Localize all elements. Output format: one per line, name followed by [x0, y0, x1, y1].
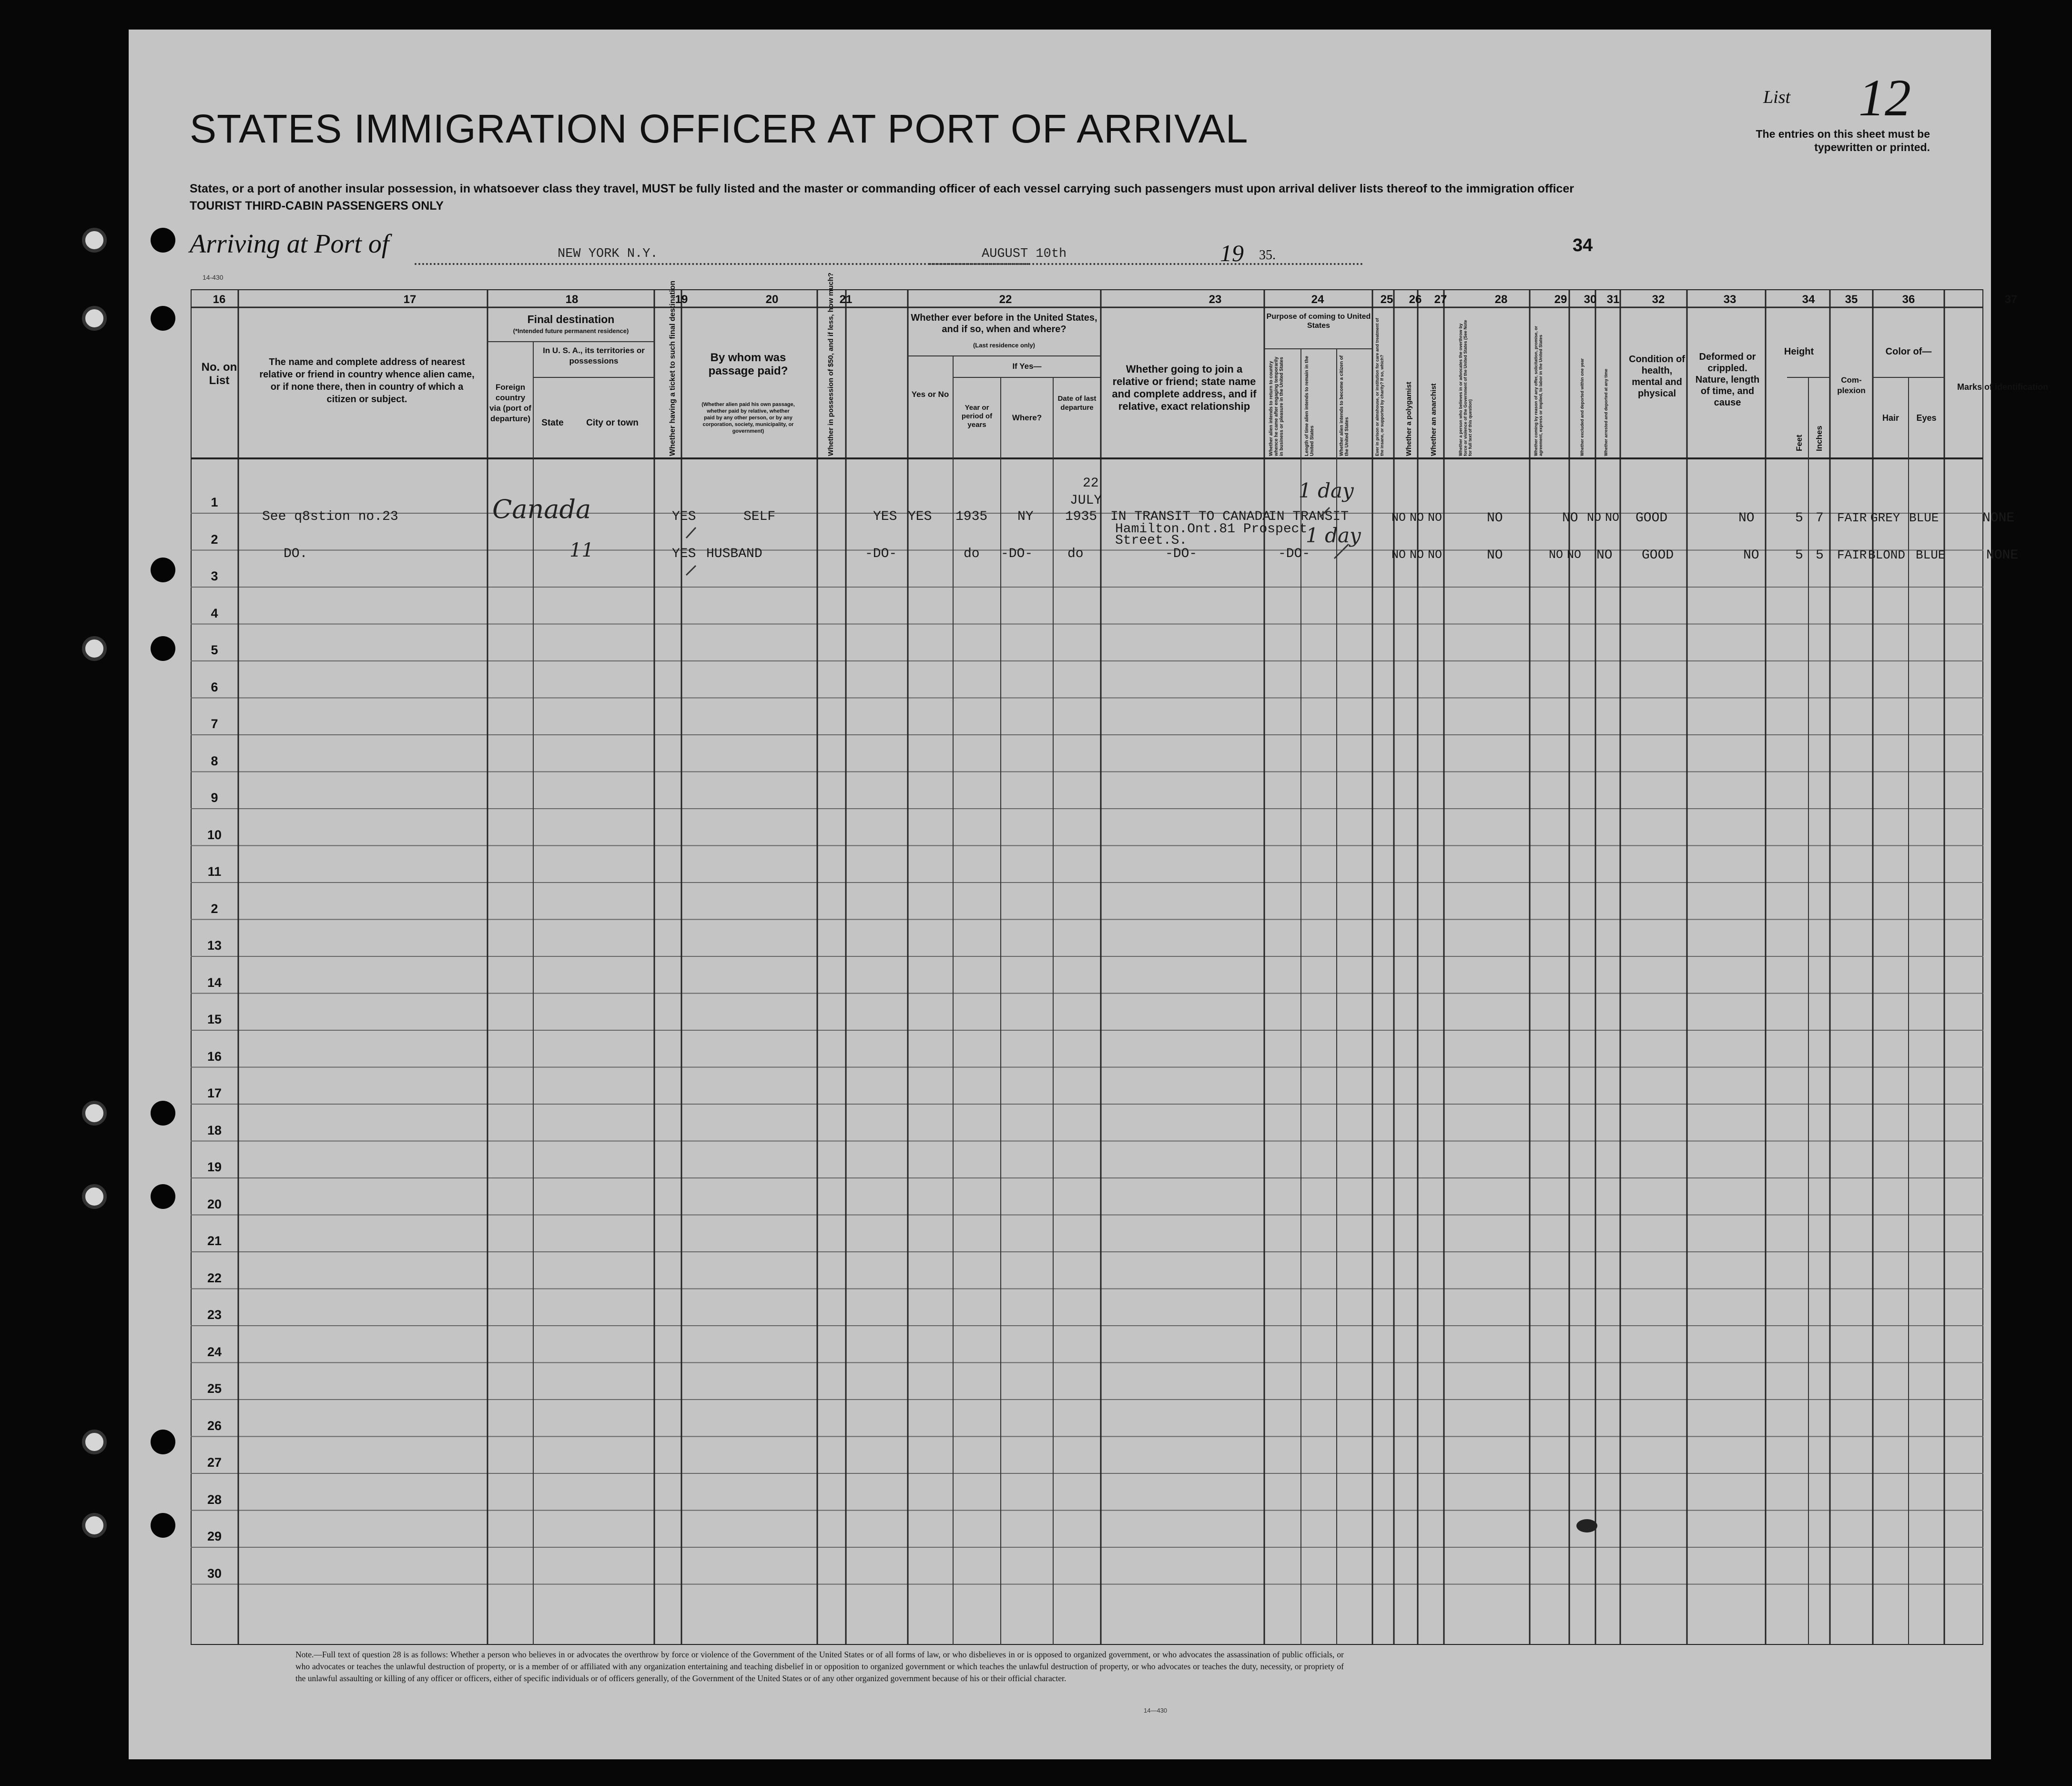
header-final-destination-note: (*Intended future permanent residence) — [513, 327, 629, 335]
row2-marks: NONE — [1986, 548, 2019, 563]
row1-q28: NO — [1487, 511, 1503, 526]
manifest-sheet — [129, 30, 2049, 1759]
row2-health: GOOD — [1642, 548, 1674, 563]
row2-join-a: Hamilton.Ont.81 Prospect — [1115, 522, 1308, 537]
row-number: 3 — [211, 569, 218, 583]
row2-q26: NO — [1410, 548, 1424, 562]
port-value: NEW YORK N.Y. — [558, 247, 658, 261]
header-purpose-b: Length of time alien intends to remain in the United States — [1304, 355, 1315, 456]
header-inches: Inches — [1815, 426, 1824, 451]
binder-hole-ring — [82, 1513, 107, 1538]
row2-q25: NO — [1391, 548, 1406, 562]
header-relative-address: The name and complete address of nearest relative or friend in country whence alien came, or if none there, then in country of which a citizen or subject. — [259, 357, 475, 405]
row1-date-month: JULY — [1070, 493, 1102, 508]
row-number: 21 — [207, 1234, 222, 1248]
col-num-32: 32 — [1652, 293, 1665, 306]
header-if-yes: If Yes— — [1012, 362, 1042, 371]
header-passage-paid: By whom was passage paid? — [708, 351, 788, 377]
header-last-residence: (Last residence only) — [973, 342, 1036, 349]
header-year-period: Year or period of years — [961, 404, 993, 429]
footer-form-code: 14—430 — [1144, 1707, 1168, 1714]
row1-feet: 5 — [1795, 511, 1803, 526]
header-purpose-a: Whether alien intends to return to country whence he came after engaging temporarily in business or pleasure in the United States — [1269, 356, 1284, 456]
row2-deformed: NO — [1743, 548, 1759, 563]
form-code: 14-430 — [203, 274, 223, 281]
date-dotted-line — [929, 263, 1363, 265]
row2-year: do — [964, 547, 980, 561]
row-number: 11 — [207, 864, 222, 879]
header-eyes: Eyes — [1916, 413, 1937, 423]
arriving-label: Arriving at Port of — [190, 229, 389, 259]
binder-hole — [151, 1101, 175, 1126]
row2-q29: NO — [1549, 548, 1564, 562]
col-num-24: 24 — [1311, 293, 1324, 306]
row1-date-day: 22 — [1083, 476, 1099, 491]
row1-relative: See q8stion no.23 — [262, 509, 398, 524]
row2-purpose: -DO- — [1278, 547, 1310, 561]
header-ever-before: Whether ever before in the United States, and if so, when and where? — [911, 313, 1097, 335]
col-num-21: 21 — [839, 293, 853, 306]
header-q30: Whether excluded and deported within one year — [1580, 358, 1584, 456]
row1-q29: NO — [1562, 511, 1578, 526]
row-number: 19 — [207, 1160, 222, 1174]
list-label: List — [1763, 87, 1791, 107]
header-purpose-c: Whether alien intends to become a citizen of the United States — [1339, 355, 1350, 456]
row1-purpose: IN TRANSIT — [1269, 509, 1349, 524]
class-line: TOURIST THIRD-CABIN PASSENGERS ONLY — [190, 199, 444, 213]
row1-q30: NO — [1587, 511, 1602, 525]
header-q31: Whether arrested and deported at any time — [1604, 368, 1608, 456]
row1-inches: 7 — [1816, 511, 1824, 526]
row2-ticket: YES — [672, 547, 696, 561]
header-feet: Feet — [1795, 435, 1804, 451]
row1-q25: NO — [1391, 511, 1406, 525]
row-number: 27 — [207, 1455, 222, 1470]
binder-hole-ring — [82, 636, 107, 661]
header-polygamist: Whether a polygamist — [1405, 382, 1413, 456]
row2-q31: NO — [1596, 548, 1613, 563]
row-number: 22 — [207, 1270, 222, 1285]
row2-money: -DO- — [865, 547, 897, 561]
col-num-29: 29 — [1554, 293, 1567, 306]
col-num-37: 37 — [2004, 293, 2018, 306]
binder-hole — [151, 1184, 175, 1209]
row-number: 6 — [211, 680, 218, 694]
header-prison: Ever in prison or almshouse, or institution for care and treatment of the insane, or supported by charity? If so, which? — [1375, 318, 1384, 456]
header-ticket: Whether having a ticket to such final destination — [669, 280, 677, 456]
row2-feet: 5 — [1795, 548, 1803, 563]
row2-join-c: -DO- — [1165, 547, 1198, 561]
col-num-20: 20 — [765, 293, 779, 306]
header-foreign-country: Foreign country via (port of departure) — [489, 383, 531, 423]
header-q29: Whether coming by reason of any offer, solicitation, promise, or agreement, express or implied, to labor in the United States — [1534, 325, 1543, 456]
row1-q26: NO — [1410, 511, 1424, 525]
binder-hole — [151, 306, 175, 331]
instructions-text: States, or a port of another insular possession, in whatsoever class they travel, MUST be fully listed and the master or commanding officer of each vessel carrying such passengers must upon arrival deliver lists thereof to the immigration officer — [190, 182, 1574, 195]
year-suffix: 35. — [1259, 248, 1276, 263]
col-num-25: 25 — [1380, 293, 1393, 306]
row1-yes-no: YES — [908, 509, 932, 524]
header-in-usa: In U. S. A., its territories or possessions — [543, 346, 645, 365]
col-num-16: 16 — [213, 293, 226, 306]
arrival-date: AUGUST 10th — [982, 247, 1067, 261]
row2-foreign-country: 11 — [569, 539, 594, 561]
row2-q27: NO — [1428, 548, 1442, 562]
row1-q27: NO — [1428, 511, 1442, 525]
header-anarchist: Whether an anarchist — [1430, 383, 1438, 456]
row2-q28: NO — [1487, 548, 1503, 563]
row2-date-year: do — [1067, 547, 1084, 561]
row2-hair: BLOND — [1868, 548, 1906, 562]
header-city: City or town — [586, 418, 639, 428]
row2-relative: DO. — [284, 547, 308, 561]
row1-year: 1935 — [955, 509, 988, 524]
row2-eyes: BLUE — [1916, 548, 1946, 562]
header-q28: Whether a person who believes in or advocates the overthrow by force or violence of the Government of the United States (See Note for full text of this question) — [1458, 320, 1473, 456]
col-num-22: 22 — [999, 293, 1012, 306]
binder-hole-ring — [82, 306, 107, 331]
header-complexion: Com-plexion — [1837, 375, 1866, 395]
col-num-18: 18 — [565, 293, 579, 306]
row-number: 25 — [207, 1381, 222, 1396]
row-number: 10 — [207, 827, 222, 842]
row-number: 24 — [207, 1344, 222, 1359]
header-date-last-departure: Date of last departure — [1057, 395, 1097, 412]
header-state: State — [541, 418, 564, 428]
binder-hole — [151, 636, 175, 661]
header-money: Whether in possession of $50, and if less, how much? — [827, 272, 835, 456]
row2-join-b: Street.S. — [1115, 533, 1188, 548]
header-purpose: Purpose of coming to United States — [1266, 313, 1371, 330]
header-marks: Marks of identification — [1957, 382, 2049, 392]
page-title: STATES IMMIGRATION OFFICER AT PORT OF ARRIVAL — [190, 106, 1249, 151]
row-number: 8 — [211, 753, 218, 768]
row-number: 16 — [207, 1049, 222, 1064]
col-num-19: 19 — [675, 293, 688, 306]
row-number: 23 — [207, 1308, 222, 1322]
col-num-30: 30 — [1584, 293, 1597, 306]
row-number: 20 — [207, 1197, 222, 1211]
row1-marks: NONE — [1982, 511, 2015, 526]
row1-hair: GREY — [1870, 511, 1900, 525]
col-num-23: 23 — [1209, 293, 1222, 306]
binder-hole-ring — [82, 1101, 107, 1126]
row-number: 26 — [207, 1418, 222, 1433]
header-deformed: Deformed or crippled. Nature, length of time, and cause — [1695, 352, 1760, 408]
row-number: 14 — [207, 975, 222, 990]
row-number: 29 — [207, 1529, 222, 1543]
sheet-number: 34 — [1573, 235, 1593, 255]
header-height: Height — [1784, 346, 1814, 357]
row2-q30: NO — [1567, 548, 1582, 562]
col-num-33: 33 — [1723, 293, 1737, 306]
row2-where: -DO- — [1001, 547, 1033, 561]
row-number: 13 — [207, 938, 222, 953]
binder-hole — [151, 1430, 175, 1454]
header-no-on-list: No. on List — [201, 361, 237, 387]
binder-hole — [151, 1513, 175, 1538]
row-number: 28 — [207, 1492, 222, 1507]
header-hair: Hair — [1882, 413, 1899, 423]
row1-join: IN TRANSIT TO CANADA — [1110, 509, 1271, 524]
col-num-31: 31 — [1606, 293, 1620, 306]
row-number: 4 — [211, 606, 218, 620]
binder-hole-ring — [82, 1184, 107, 1209]
row-number: 9 — [211, 791, 218, 805]
row1-passage: SELF — [743, 509, 776, 524]
col-num-35: 35 — [1845, 293, 1858, 306]
col-num-34: 34 — [1802, 293, 1815, 306]
row1-where: NY — [1017, 509, 1034, 524]
row1-date-year: 1935 — [1065, 509, 1097, 524]
header-color-of: Color of— — [1885, 346, 1932, 357]
row1-foreign-country: Canada — [492, 494, 591, 524]
binder-hole — [151, 228, 175, 253]
col-num-17: 17 — [403, 293, 416, 306]
row-number: 2 — [211, 532, 218, 547]
list-instructions: The entries on this sheet must be typewritten or printed. — [1756, 128, 1930, 153]
footnote-question-28: Note.—Full text of question 28 is as follows: Whether a person who believes in or advocates the overthrow by force or violence of the Government of the United States or of all forms of law, or who disbelieves in or is opposed to organized government, or who advocates the assassination of public officials, or who advocates or teaches the unlawful destruction of property, or is a member of or affiliated with any organization entertaining and teaching disbelief in or opposition to organized government or which teaches the unlawful destruction of property, or who advocates or teaches the duty, necessity, or propriety of the unlawful assaulting or killing of any officer or officers, either of specific individuals or of officers generally, of the Government of the United States or of any other organized government because of his or their official character. — [295, 1650, 1344, 1683]
binder-hole — [151, 558, 175, 582]
col-num-36: 36 — [1902, 293, 1915, 306]
row-number: 1 — [211, 495, 218, 509]
year-prefix: 19 — [1220, 240, 1244, 266]
row-number: 15 — [207, 1012, 222, 1026]
header-passage-note: (Whether alien paid his own passage, whether paid by relative, whether paid by any other person, or by any corporation, society, municipality, or government) — [701, 402, 795, 434]
col-num-26: 26 — [1409, 293, 1422, 306]
row1-health: GOOD — [1635, 511, 1668, 526]
row1-complexion: FAIR — [1837, 511, 1867, 525]
row-number: 7 — [211, 717, 218, 731]
header-yes-no: Yes or No — [911, 390, 949, 399]
row1-eyes: BLUE — [1909, 511, 1939, 525]
row1-ticket: YES — [672, 509, 696, 524]
row1-length-handwritten: 1 day — [1299, 479, 1354, 502]
header-final-destination: Final destination — [527, 313, 615, 325]
list-number: 12 — [1859, 69, 1911, 127]
binder-hole-ring — [82, 1430, 107, 1454]
row-number: 2 — [211, 901, 218, 916]
col-num-28: 28 — [1494, 293, 1508, 306]
row2-length-handwritten: 1 day — [1306, 524, 1361, 547]
col-num-27: 27 — [1434, 293, 1447, 306]
row2-complexion: FAIR — [1837, 548, 1867, 562]
row-number: 17 — [207, 1086, 222, 1100]
binder-hole-ring — [82, 228, 107, 253]
header-join-relative: Whether going to join a relative or friend; state name and complete address, and if relative, exact relationship — [1112, 363, 1257, 412]
row1-deformed: NO — [1738, 511, 1755, 526]
row2-passage: HUSBAND — [706, 547, 762, 561]
row-number: 30 — [207, 1566, 222, 1581]
row-number: 18 — [207, 1123, 222, 1137]
row-number: 5 — [211, 643, 218, 657]
row2-inches: 5 — [1816, 548, 1824, 563]
header-condition: Condition of health, mental and physical — [1629, 354, 1685, 399]
row1-money: YES — [873, 509, 897, 524]
header-where: Where? — [1012, 413, 1042, 422]
row1-q31: NO — [1605, 511, 1620, 525]
